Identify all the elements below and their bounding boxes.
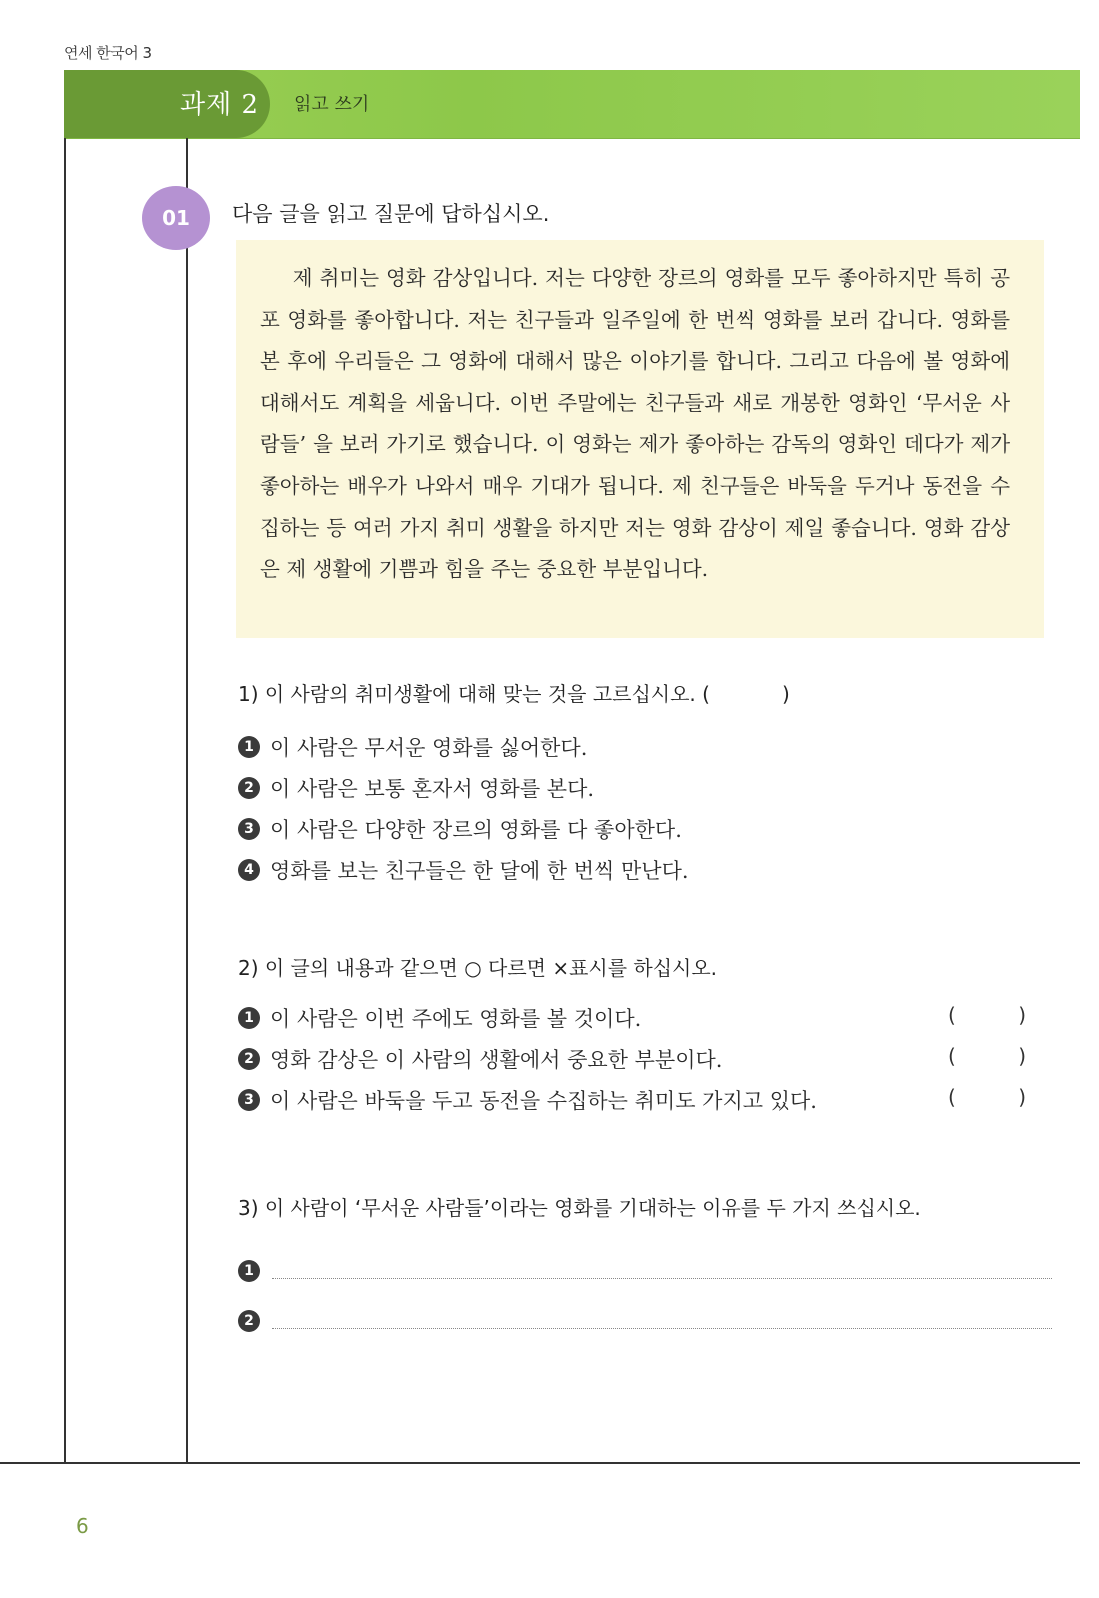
statement-text: 이 사람은 바둑을 두고 동전을 수집하는 취미도 가지고 있다. <box>270 1089 817 1113</box>
question-2: 2) 이 글의 내용과 같으면 ○ 다르면 ×표시를 하십시오. <box>238 956 718 980</box>
frame-bottom-border <box>0 1462 1080 1464</box>
circled-number-icon: 2 <box>238 1048 260 1070</box>
close-paren: ) <box>1018 1044 1026 1068</box>
circled-number-icon: 1 <box>238 736 260 758</box>
q2-answer-box-2[interactable] <box>948 1044 1026 1068</box>
exercise-number-badge: 01 <box>142 186 210 250</box>
q1-option-3[interactable] <box>238 814 682 844</box>
option-text: 이 사람은 다양한 장르의 영화를 다 좋아한다. <box>270 818 682 842</box>
circled-number-icon: 4 <box>238 859 260 881</box>
q1-option-4[interactable] <box>238 855 689 885</box>
question-3: 3) 이 사람이 ‘무서운 사람들’이라는 영화를 기대하는 이유를 두 가지 쓰십시오. <box>238 1196 921 1220</box>
circled-number-icon: 3 <box>238 818 260 840</box>
close-paren: ) <box>1018 1003 1026 1027</box>
question-1-text: 1) 이 사람의 취미생활에 대해 맞는 것을 고르십시오. ( <box>238 682 710 706</box>
q3-answer-2 <box>238 1310 270 1332</box>
q2-answer-box-3[interactable] <box>948 1085 1026 1109</box>
open-paren: ( <box>948 1003 956 1027</box>
option-text: 이 사람은 무서운 영화를 싫어한다. <box>270 736 588 760</box>
open-paren: ( <box>948 1085 956 1109</box>
reading-passage: 제 취미는 영화 감상입니다. 저는 다양한 장르의 영화를 모두 좋아하지만 특히 공포 영화를 좋아합니다. 저는 친구들과 일주일에 한 번씩 영화를 보러 갑니다. 영화를 본 후에 우리들은 그 영화에 대해서 많은 이야기를 합니다. 그리고 다음에 볼 영화에 대해서도 계획을 세웁니다. 이번 주말에는 친구들과 새로 개봉한 영화인 ‘무서운 사람들’ 을 보러 가기로 했습니다. 이 영화는 제가 좋아하는 감독의 영화인 데다가 제가 좋아하는 배우가 나와서 매우 기대가 됩니다. 제 친구들은 바둑을 두거나 동전을 수집하는 등 여러 가지 취미 생활을 하지만 저는 영화 감상이 제일 좋습니다. 영화 감상은 제 생활에 기쁨과 힘을 주는 중요한 부분입니다. <box>236 240 1044 638</box>
q2-statement-1 <box>238 1003 641 1033</box>
q2-statement-2 <box>238 1044 722 1074</box>
circled-number-icon: 2 <box>238 1310 260 1332</box>
q1-option-2[interactable] <box>238 773 594 803</box>
q1-option-1[interactable] <box>238 732 587 762</box>
question-1 <box>238 678 790 707</box>
circled-number-icon: 1 <box>238 1260 260 1282</box>
answer-line-1[interactable] <box>272 1278 1052 1279</box>
frame-left-border <box>64 138 66 1464</box>
circled-number-icon: 1 <box>238 1007 260 1029</box>
page-number: 6 <box>76 1514 89 1538</box>
q2-statement-3 <box>238 1085 817 1115</box>
close-paren: ) <box>1018 1085 1026 1109</box>
q3-answer-1 <box>238 1260 270 1282</box>
statement-text: 이 사람은 이번 주에도 영화를 볼 것이다. <box>270 1007 642 1031</box>
frame-inner-border <box>186 138 188 1464</box>
answer-line-2[interactable] <box>272 1328 1052 1329</box>
option-text: 이 사람은 보통 혼자서 영화를 본다. <box>270 777 595 801</box>
task-label: 과제 2 <box>180 90 260 120</box>
circled-number-icon: 3 <box>238 1089 260 1111</box>
statement-text: 영화 감상은 이 사람의 생활에서 중요한 부분이다. <box>270 1048 723 1072</box>
circled-number-icon: 2 <box>238 777 260 799</box>
option-text: 영화를 보는 친구들은 한 달에 한 번씩 만난다. <box>270 859 689 883</box>
question-1-close-paren: ) <box>781 682 790 706</box>
book-title: 연세 한국어 3 <box>64 44 152 62</box>
open-paren: ( <box>948 1044 956 1068</box>
task-subtitle: 읽고 쓰기 <box>294 94 370 115</box>
exercise-instruction: 다음 글을 읽고 질문에 답하십시오. <box>232 202 550 226</box>
q2-answer-box-1[interactable] <box>948 1003 1026 1027</box>
